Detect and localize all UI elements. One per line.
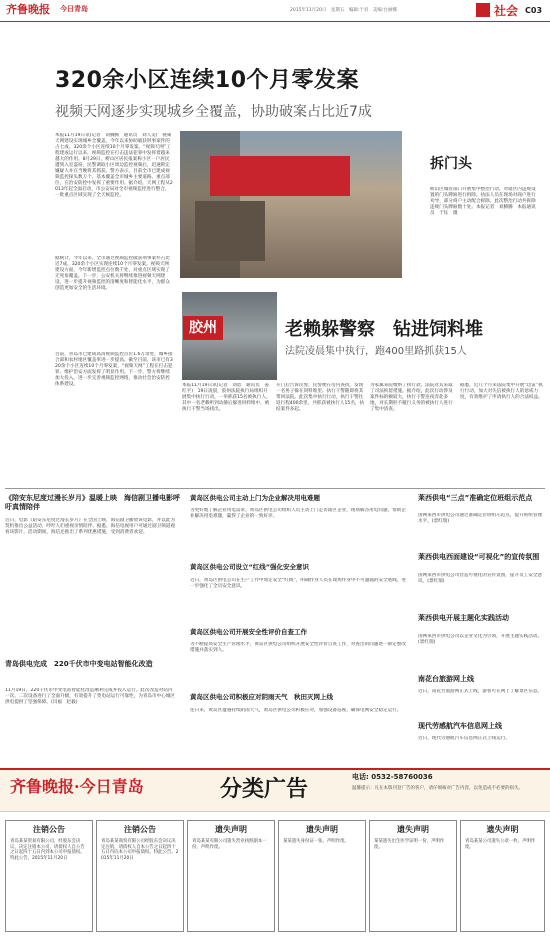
story2-subheadline: 法院凌晨集中执行，跑400里路抓获15人 bbox=[285, 346, 467, 357]
news-9-body: 国网莱西市供电公司以企业文化为引领，开展主题实践活动。(景红瑞) bbox=[418, 634, 543, 645]
news-5-body: 为不断提高安全生产管理水平，黄岛区供电公司组织开展安全性评价自查工作，对查出的问题逐一制定整改措施并落实到人。 bbox=[190, 642, 406, 653]
story2-body-c: 为家属来院缴纳了执行款，法院对其采取了司法拘留措施。据介绍，此次行动涉及案件标的额较大，执行干警连夜奔赴多地，对长期拒不履行义务的被执行人进行了集中清查。 bbox=[370, 383, 453, 412]
news-4-title: 黄岛区供电公司设立“红线”强化安全意识 bbox=[190, 563, 310, 571]
classified-title: 分类广告 bbox=[220, 777, 309, 802]
story2-location-tag: 胶州 bbox=[183, 316, 223, 340]
news-7-title: 莱西供电“三点”准确定位班组示范点 bbox=[418, 494, 533, 502]
side-feature-body: 崂山区城管部门开展集中整治行动，对辖区内违规设置的门头牌匾进行拆除。执法人员在现场对商户进行劝导，部分商户主动配合拆除。此次整治行动共拆除违规门头牌匾数十处。本报记者 刘腾腾 本报通讯员 于钰 摄 bbox=[430, 187, 536, 216]
ad-box-title: 遗失声明 bbox=[486, 825, 519, 834]
section-divider bbox=[5, 488, 545, 489]
lead-photo bbox=[180, 131, 402, 278]
edition-name: 今日青岛 bbox=[60, 5, 88, 13]
story2-headline: 老赖躲警察 钻进饲料堆 bbox=[285, 319, 483, 340]
news-11-title: 现代劳感航汽车信息网上线 bbox=[418, 722, 502, 730]
ad-box-1 bbox=[5, 820, 93, 932]
lead-subheadline: 视频天网逐步实现城乡全覆盖，协助破案占比近7成 bbox=[55, 104, 372, 120]
newspaper-logo: 齐鲁晚报 bbox=[6, 3, 50, 16]
news-4-body: 近日，黄岛区供电公司在生产工作中划定安全“红线”，明确作业人员在现场作业中不可逾越的安全底线，进一步强化了全员安全意识。 bbox=[190, 578, 407, 589]
ad-box-6 bbox=[460, 820, 545, 932]
ad-box-body: 某某遗失出生医学证明一份，声明作废。 bbox=[374, 838, 445, 850]
news-5-title: 黄岛区供电公司开展安全性评价自查工作 bbox=[190, 628, 307, 636]
ad-box-body: 青岛某某贸易有限公司，经股东会决议，决定注销本公司，请债权人自公告之日起四十五日内到本公司申报债权。特此公告。2015年11月20日 bbox=[10, 838, 85, 862]
section-marker-icon bbox=[476, 3, 490, 17]
news-10-title: 南花台旅游网上线 bbox=[418, 675, 474, 683]
ad-box-body: 某某遗失身份证一张，声明作废。 bbox=[283, 838, 349, 844]
section-name: 社会 bbox=[494, 4, 519, 18]
news-7-body: 国网莱西市供电公司通过准确定位班组示范点，提升班组管理水平。(景红瑞) bbox=[418, 513, 543, 524]
ad-box-body: 青岛某某商贸有限公司经股东会决议决定注销，请债权人自本公告之日起四十五日内向本公司申报债权。特此公告。2015年11月20日 bbox=[101, 838, 179, 862]
story2-body-b: 开门后告诉民警，民警便在房内查找，发现一名男子躲在饲料堆里。执行干警随即将其带回法院。此次集中执行行动，执行干警往返行程400余里，共抓获被执行人15名，执结案件多起。 bbox=[276, 383, 365, 412]
ad-box-4 bbox=[278, 820, 366, 932]
news-2-title: 青岛供电完成 220千伏市中变电站智能化改造 bbox=[5, 660, 153, 668]
ad-box-body: 青岛某某公司遗失公章一枚，声明作废。 bbox=[465, 838, 536, 850]
lead-body-col2: 据统计，今年以来，全市通过视频监控破获刑事案件占比近7成，320余个小区实现连续10个月零发案。视频天网建设方面，今年新增监控点位数千处，对重点区域实现了无死角覆盖。下一步，公安机关将继续推进视频天网建设，进一步提升视频监控的清晰度和智能化水平，为群众创造更加安全的生活环境。 bbox=[55, 256, 170, 291]
story2-body-d: 据悉，近几个月来法院集中开展“迅雷”执行行动，加大对失信被执行人的惩戒力度，有效维护了申请执行人的合法权益。 bbox=[460, 383, 543, 400]
ad-box-title: 遗失声明 bbox=[215, 825, 247, 834]
issue-meta: 2015年11月20日 星期五 编辑:于君 美编:台丽娜 bbox=[290, 8, 397, 13]
news-11-body: 近日，现代劳感航汽车信息网正式上线运行。 bbox=[418, 736, 510, 741]
ad-box-title: 遗失声明 bbox=[306, 825, 338, 834]
news-9-title: 莱西供电开展主题化实践活动 bbox=[418, 614, 509, 622]
news-10-body: 近日，南花台旅游网正式上线，游客可在网上了解景区信息。 bbox=[418, 689, 543, 694]
news-8-title: 莱西供电西面建设“可视化”的宣传氛围 bbox=[418, 553, 540, 561]
classified-note: 温馨提示：凡在本版刊登广告的客户，请仔细核对广告内容，以免造成不必要的损失。 bbox=[352, 786, 523, 791]
classified-phone: 电话: 0532-58760036 bbox=[352, 773, 433, 781]
story2-body-a: 本报11月19日讯(记者 刘恩 通讯员 姜红平) 19日凌晨，胶州法院执行局组织开展集中执行行动，一举抓获15名被执行人。其中一名老赖听到动静后躲进饲料堆中，被执行干警当场找出。 bbox=[182, 383, 271, 412]
classified-logo: 齐鲁晚报·今日青岛 bbox=[10, 777, 144, 796]
side-feature-title: 拆门头 bbox=[430, 156, 472, 172]
news-3-title: 黄岛区供电公司主动上门为企业解决用电难题 bbox=[190, 494, 320, 502]
ad-box-body: 青岛某某有限公司遗失营业执照副本一份，声明作废。 bbox=[192, 838, 267, 850]
ad-box-3 bbox=[187, 820, 275, 932]
ad-box-5 bbox=[369, 820, 457, 932]
news-3-body: 为更好地了解企业用电需求，黄岛区供电公司组织人员主动上门走访辖区企业，现场解答用电问题，帮助企业解决用电难题，赢得了企业的一致好评。 bbox=[190, 508, 406, 519]
news-6-title: 黄岛区供电公司积极应对阴雨天气 秋田灭网上线 bbox=[190, 693, 333, 701]
ad-box-title: 遗失声明 bbox=[397, 825, 429, 834]
lead-body-col1: 本报11月19日讯(记者 刘腾腾 通讯员 刘人美) 视频天网建设实现城乡全覆盖，今年以来协助破获刑事案件的占七成。320余个小区连续10个月零发案。“视频天网”工程建成运行以来，视频监控在打击违法犯罪中发挥着越来越大的作用。8月29日，崂山区居民报案称小区一户居民遭到入室盗窃，民警调取小区周边监控视频后，迅速锁定嫌疑人并在当晚将其抓获。警方表示，目前全市已建成视频监控探头数万个，基本覆盖全市城乡主要道路、重点部位，在治安防控中发挥了重要作用。据介绍，天网工程从2013年起全面启动，市公安局对全市视频监控进行整合，一批重点区域实现了全天候监控。 bbox=[55, 133, 173, 198]
lead-headline: 320余小区连续10个月零发案 bbox=[55, 68, 360, 93]
news-1-body: 近日，电影《陪安东尼度过漫长岁月》在全国上映，海信剧卫播放该电影，并以此为契机推出公益活动，呼吁人们重视亲情陪伴。据悉，海信电视用户可通过剧卫频道观看该影片。活动期间，海信还推出了系列优惠措施，受到消费者欢迎。 bbox=[5, 518, 175, 535]
news-1-title: 《陪安东尼度过漫长岁月》温暖上映 海信剧卫播电影呼吁真情陪伴 bbox=[5, 494, 180, 512]
ad-box-2 bbox=[96, 820, 184, 932]
ad-box-title: 注销公告 bbox=[33, 825, 65, 834]
lead-body-col3: 目前，青岛市已建成高清视频监控点位1.6万余处，城乡接合部和农村地区覆盖率进一步提高。截至目前，该市已有320余个小区连续10个月零发案，“视频天网”工程在打击犯罪、维护治安方面发挥了明显作用。下一步，警方将继续加大投入，进一步完善视频监控网络，推动社会治安防控体系建设。 bbox=[55, 352, 173, 387]
news-2-body: 11月19日，220千伏市中变电站智能化改造顺利完成并投入运行。此次改造对站内一次、二次设备进行了全面升级，有效提升了变电站运行可靠性，为青岛市中心城区供电提供了坚强保障。(闫福 赵毅) bbox=[5, 688, 175, 705]
news-6-body: 连日来，黄岛区遭遇持续阴雨天气，黄岛区供电公司积极应对，加强设备巡视，确保电网安全稳定运行。 bbox=[190, 708, 402, 713]
news-8-body: 国网莱西市供电公司营造可视化的宣传氛围，提升员工安全意识。(景红瑞) bbox=[418, 573, 543, 584]
ad-box-title: 注销公告 bbox=[124, 825, 156, 834]
page-number: C03 bbox=[525, 6, 543, 15]
